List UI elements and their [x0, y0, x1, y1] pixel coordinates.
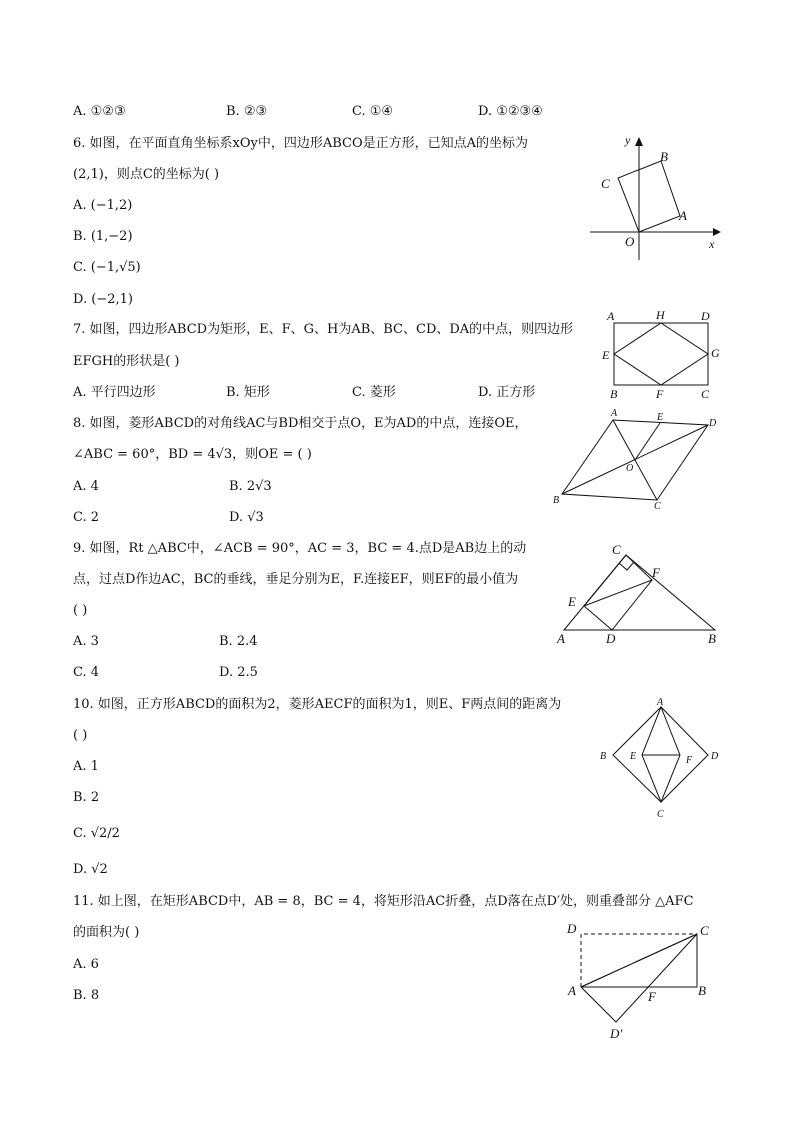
q8-figure — [548, 405, 728, 515]
q10-label-a: A — [657, 697, 664, 708]
q8-label-a: A — [611, 408, 618, 419]
q6-label-a: A — [679, 208, 687, 223]
q7-label-g: G — [711, 346, 720, 360]
q6-label-o: O — [625, 234, 635, 249]
q7-label-c: C — [701, 387, 710, 401]
q6-stem-line2: (2,1)，则点C的坐标为( ) — [73, 167, 220, 182]
q6-x-arrow — [713, 228, 721, 236]
q8-label-e: E — [657, 412, 664, 423]
q10-stem-line2: ( ) — [73, 728, 88, 743]
q11-figure — [560, 918, 730, 1046]
q7-option-d: D. 正方形 — [478, 385, 536, 400]
q11-label-d: D — [567, 921, 577, 936]
q11-stem-line2: 的面积为( ) — [73, 925, 140, 940]
q10-label-e: E — [630, 751, 637, 762]
q11-stem-line1: 11. 如上图，在矩形ABCD中，AB = 8，BC = 4，将矩形沿AC折叠，点D落在点D′处，则重叠部分 △AFC — [73, 894, 694, 909]
q8-option-c: C. 2 — [73, 510, 100, 525]
q6-label-c: C — [601, 176, 610, 191]
q5-option-c: C. ①④ — [352, 104, 394, 119]
q7-option-b: B. 矩形 — [226, 385, 270, 400]
q7-figure — [598, 305, 728, 405]
q10-label-d: D — [711, 751, 719, 762]
q7-label-h: H — [656, 308, 665, 322]
q9-option-d: D. 2.5 — [219, 665, 258, 680]
q5-option-d: D. ①②③④ — [478, 104, 543, 119]
q9-stem-line2: 点，过点D作边AC，BC的垂线，垂足分别为E，F.连接EF，则EF的最小值为 — [73, 572, 519, 587]
q11-label-c: C — [700, 923, 709, 938]
q5-option-a: A. ①②③ — [73, 104, 126, 119]
q9-label-e: E — [568, 594, 576, 609]
q9-label-f: F — [652, 565, 660, 580]
q10-label-f: F — [686, 755, 693, 766]
q9-right-angle-mark — [619, 562, 634, 570]
q7-option-c: C. 菱形 — [352, 385, 396, 400]
q11-folded-triangle — [581, 934, 697, 1022]
q10-option-c: C. √2/2 — [73, 826, 120, 841]
q11-label-a: A — [568, 983, 576, 998]
q6-figure — [585, 130, 725, 265]
q11-option-b: B. 8 — [73, 988, 100, 1003]
q11-label-dprime: D′ — [610, 1026, 623, 1041]
q6-stem-line1: 6. 如图，在平面直角坐标系xOy中，四边形ABCO是正方形，已知点A的坐标为 — [73, 136, 529, 151]
q8-segment-oe — [635, 423, 660, 460]
q10-option-a: A. 1 — [73, 759, 99, 774]
q7-label-b: B — [610, 387, 618, 401]
q9-option-c: C. 4 — [73, 665, 100, 680]
q10-label-b: B — [600, 751, 607, 762]
q7-rhombus-efgh — [614, 323, 708, 385]
q6-square-abco — [618, 161, 680, 232]
q10-option-d: D. √2 — [73, 862, 108, 877]
q6-label-b: B — [660, 149, 668, 164]
q6-label-y: y — [625, 133, 631, 147]
q8-option-a: A. 4 — [73, 479, 99, 494]
q8-option-d: D. √3 — [229, 510, 264, 525]
q9-option-b: B. 2.4 — [219, 634, 258, 649]
q8-label-b: B — [553, 495, 560, 506]
q10-label-c: C — [657, 809, 664, 820]
q7-label-a: A — [607, 309, 615, 323]
q6-label-x: x — [709, 237, 715, 251]
q9-stem-line1: 9. 如图，Rt △ABC中，∠ACB = 90°，AC = 3，BC = 4.点D是AB边上的动 — [73, 541, 527, 556]
q8-label-c: C — [654, 501, 661, 512]
q9-figure — [550, 540, 725, 650]
q7-stem-line2: EFGH的形状是( ) — [73, 354, 180, 369]
q10-option-b: B. 2 — [73, 790, 100, 805]
q11-label-f: F — [648, 989, 656, 1004]
q9-label-d: D — [606, 631, 616, 646]
q7-label-f: F — [656, 387, 664, 401]
q8-stem-line1: 8. 如图，菱形ABCD的对角线AC与BD相交于点O，E为AD的中点，连接OE， — [73, 416, 528, 431]
q7-option-a: A. 平行四边形 — [73, 385, 156, 400]
q11-label-b: B — [698, 983, 706, 998]
q8-stem-line2: ∠ABC = 60°，BD = 4√3，则OE = ( ) — [73, 447, 312, 462]
q9-label-a: A — [557, 631, 565, 646]
q9-label-b: B — [708, 631, 716, 646]
q8-label-d: D — [709, 418, 717, 429]
q8-label-o: O — [626, 463, 634, 474]
q7-stem-line1: 7. 如图，四边形ABCD为矩形，E、F、G、H为AB、BC、CD、DA的中点，则四边形 — [73, 322, 574, 337]
q6-y-arrow — [635, 137, 643, 146]
q11-diagonal-ac — [581, 934, 697, 987]
q10-stem-line1: 10. 如图，正方形ABCD的面积为2，菱形AECF的面积为1，则E、F两点间的距离为 — [73, 697, 562, 712]
q9-stem-line3: ( ) — [73, 603, 88, 618]
q10-figure — [592, 695, 727, 825]
q9-option-a: A. 3 — [73, 634, 99, 649]
q7-rectangle-abcd — [614, 323, 708, 385]
q6-option-d: D. (−2,1) — [73, 292, 133, 307]
q9-triangle-abc — [564, 555, 715, 630]
q6-option-b: B. (1,−2) — [73, 229, 133, 244]
q9-label-c: C — [612, 542, 621, 557]
q7-label-e: E — [602, 348, 610, 362]
q11-option-a: A. 6 — [73, 957, 99, 972]
q7-label-d: D — [701, 309, 710, 323]
q8-option-b: B. 2√3 — [229, 479, 272, 494]
q5-option-b: B. ②③ — [226, 104, 268, 119]
q6-option-a: A. (−1,2) — [73, 198, 133, 213]
q6-option-c: C. (−1,√5) — [73, 260, 141, 275]
